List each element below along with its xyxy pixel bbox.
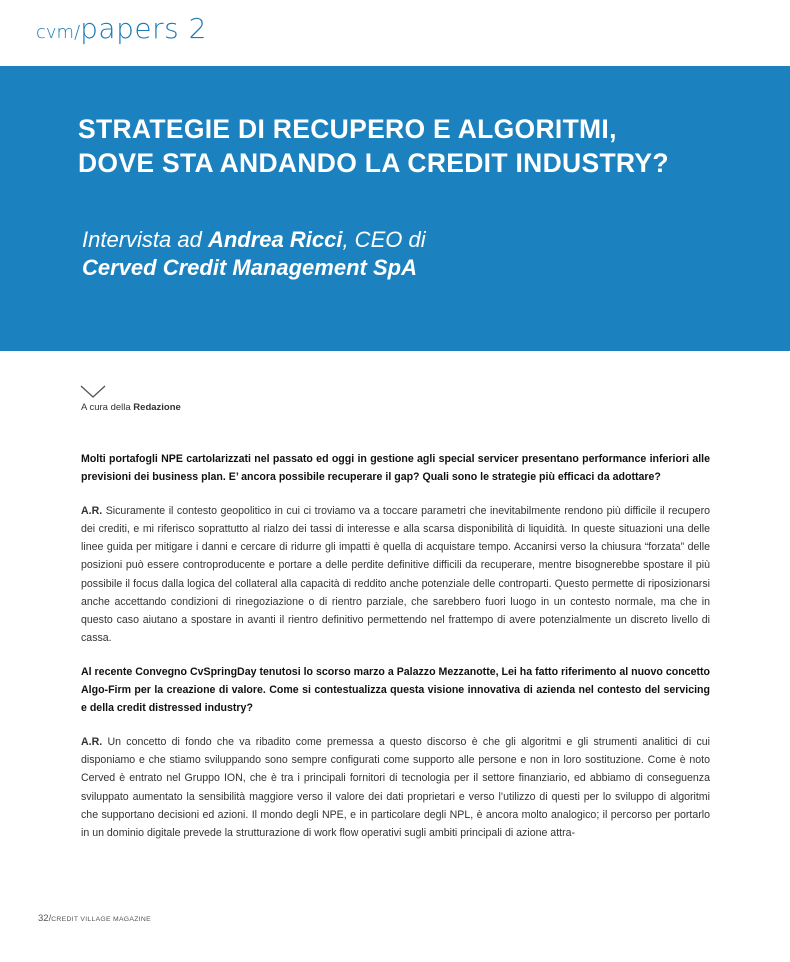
answer-2-label: A.R. [81,736,103,749]
question-2: Al recente Convegno CvSpringDay tenutosi lo scorso marzo a Palazzo Mezzanotte, Lei ha fatto riferimento al nuovo concetto Algo-Firm per la creazione di valore. Come si contestualizza questa visione innovativa di azienda nel contesto del servicing e della credit distressed industry? [81,665,710,715]
article-title-line-1: STRATEGIE DI RECUPERO E ALGORITMI, [78,114,617,144]
byline-author: Redazione [133,402,181,413]
interviewee-name: Andrea Ricci [207,227,343,252]
brand-prefix: cvm/ [36,22,81,43]
interview-prefix: Intervista ad [82,227,208,252]
question-1: Molti portafogli NPE cartolarizzati nel passato ed oggi in gestione agli special servicer presentano performance inferiori alle previsioni dei business plan. E’ ancora possibile recuperare il gap? Quali sono le strategie più efficaci da adottare? [81,453,710,484]
article-title [78,112,758,180]
answer-1 [81,502,710,647]
answer-1-label: A.R. [81,505,103,518]
chevron-down-icon [80,384,106,400]
answer-2-text: Un concetto di fondo che va ribadito come premessa a questo discorso è che gli algoritmi e gli strumenti analitici di cui disponiamo e che stiamo sviluppando sono sempre configurati come supporto alle persone e non in loro sostituzione. Come è noto Cerved è entrato nel Gruppo ION, che è tra i principali fornitori di tecnologia per il settore finanziario, ed abbiamo di conseguenza sviluppato aumentato la sensibilità maggiore verso il valore dei dati proprietari e verso l’utilizzo di questi per lo sviluppo di algoritmi che supportano decisioni ed azioni. Il mondo degli NPE, e in particolare degli NPL, è ancora molto analogico; il percorso per portarlo in un dominio digitale prevede la strutturazione di work flow operativi sugli ambiti principali di azione attra- [81,736,710,839]
title-banner [0,66,790,351]
brand-section: papers 2 [80,12,207,45]
answer-1-text: Sicuramente il contesto geopolitico in cui ci troviamo va a toccare parametri che inevitabilmente rendono più difficile il recupero dei crediti, e mi riferisco soprattutto al rialzo dei tassi di interesse e alla scarsa disponibilità di liquidità. In queste situazioni una delle linee guida per mitigare i danni e cercare di ridurre gli impatti è quella di acquistare tempo. Accanirsi verso la chiusura “forzata” delle posizioni può essere controproducente e portare a delle perdite definitive difficili da recuperare, mentre bisognerebbe spostare il più possibile il focus dalla logica del collateral alla capacità di reddito anche potenziale delle controparti. Questo permette di riposizionarsi anche accettando condizioni di rinegoziazione o di rientro parziale, che sarebbero fuori luogo in un contesto normale, ma che in questo caso aiutano a spostare in avanti il rientro definitivo permettendo nel frattempo di avere potenzialmente un discreto livello di cassa. [81,505,710,644]
interview-subtitle [82,226,762,282]
page-number: 32/ [38,913,52,924]
magazine-section-logo [36,12,207,45]
magazine-name: CREDIT VILLAGE MAGAZINE [51,916,151,923]
page-footer [38,913,151,924]
answer-2 [81,733,710,842]
article-body [81,450,710,858]
byline-prefix: A cura della [81,402,134,413]
company-name: Cerved Credit Management SpA [82,255,417,280]
interviewee-role: , CEO di [342,227,426,252]
article-title-line-2: DOVE STA ANDANDO LA CREDIT INDUSTRY? [78,148,669,178]
byline [81,402,181,413]
